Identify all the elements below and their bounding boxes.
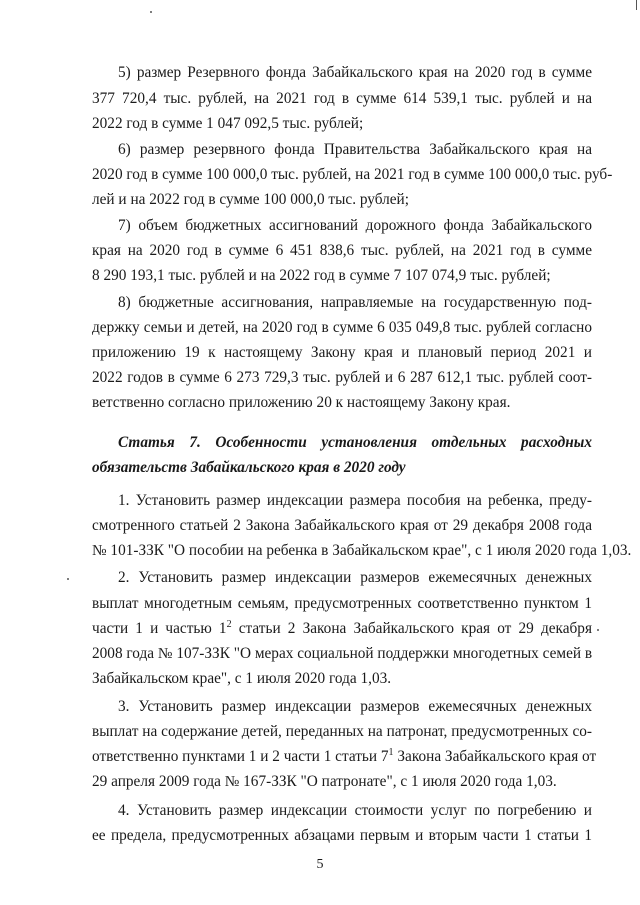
item-6-line-3: лей и на 2022 год в сумме 100 000,0 тыс. рублей; [92, 191, 409, 208]
item-8-line-4: 2022 годов в сумме 6 273 729,3 тыс. рублей и 6 287 612,1 тыс. рублей соот- [92, 369, 592, 386]
scan-edge-mark [636, 0, 637, 10]
item-5-line-2: 377 720,4 тыс. рублей, на 2021 год в сумме 614 539,1 тыс. рублей и на [92, 90, 592, 107]
article-title-line-2: обязательств Забайкальского края в 2020 году [92, 459, 406, 476]
scan-speck [597, 629, 599, 631]
point-3-line-3-part-b: Закона Забайкальского края от [393, 748, 597, 765]
point-2-line-5: Забайкальском крае", с 1 июля 2020 года 1,03. [92, 670, 392, 687]
point-3-line-3 [92, 747, 597, 767]
item-8-line-3: приложению 19 к настоящему Закону края и плановый период 2021 и [92, 344, 592, 361]
item-8-line-1: 8) бюджетные ассигнования, направляемые на государственную под- [118, 294, 592, 311]
item-6-line-2: 2020 год в сумме 100 000,0 тыс. рублей, на 2021 год в сумме 100 000,0 тыс. руб- [92, 166, 613, 183]
superscript-1: 1 [388, 747, 394, 758]
point-3-line-2: выплат на содержание детей, переданных на патронат, предусмотренных со- [92, 723, 592, 740]
point-3-line-3-part-a: ответственно пунктами 1 и 2 части 1 статьи 7 [92, 748, 389, 765]
point-1-line-1: 1. Установить размер индексации размера пособия на ребенка, преду- [118, 492, 592, 509]
item-5-line-3: 2022 год в сумме 1 047 092,5 тыс. рублей; [92, 115, 364, 132]
point-2-line-3 [92, 619, 592, 639]
point-1-line-3: № 101-ЗЗК "О пособии на ребенка в Забайкальском крае", с 1 июля 2020 года 1,03. [92, 542, 632, 559]
point-1-line-2: смотренного статьей 2 Закона Забайкальского края от 29 декабря 2008 года [92, 517, 592, 534]
scan-speck [67, 578, 69, 580]
item-6-line-1: 6) размер резервного фонда Правительства Забайкальского края на [118, 141, 592, 158]
item-8-line-5: ветственно согласно приложению 20 к настоящему Закону края. [92, 394, 511, 411]
article-title-line-1: Статья 7. Особенности установления отдельных расходных [118, 434, 592, 451]
item-7-line-1: 7) объем бюджетных ассигнований дорожного фонда Забайкальского [118, 217, 592, 234]
scan-speck [150, 11, 152, 13]
point-2-line-4: 2008 года № 107-ЗЗК "О мерах социальной поддержки многодетных семей в [92, 645, 593, 662]
point-3-line-1: 3. Установить размер индексации размеров ежемесячных денежных [118, 698, 592, 715]
superscript-2: 2 [226, 619, 232, 630]
item-8-line-2: держку семьи и детей, на 2020 год в сумме 6 035 049,8 тыс. рублей согласно [92, 319, 592, 336]
item-7-line-3: 8 290 193,1 тыс. рублей и на 2022 год в сумме 7 107 074,9 тыс. рублей; [92, 267, 551, 284]
page-number: 5 [316, 857, 324, 872]
point-4-line-2: ее предела, предусмотренных абзацами первым и вторым части 1 статьи 1 [92, 827, 592, 844]
item-7-line-2: края на 2020 год в сумме 6 451 838,6 тыс. рублей, на 2021 год в сумме [92, 242, 592, 259]
point-2-line-1: 2. Установить размер индексации размеров ежемесячных денежных [118, 569, 592, 586]
point-3-line-4: 29 апреля 2009 года № 167-ЗЗК "О патронате", с 1 июля 2020 года 1,03. [92, 773, 557, 790]
item-5-line-1: 5) размер Резервного фонда Забайкальского края на 2020 год в сумме [118, 64, 592, 81]
point-4-line-1: 4. Установить размер индексации стоимости услуг по погребению и [118, 802, 592, 819]
point-2-line-3-part-b: статьи 2 Закона Забайкальского края от 29 декабря [231, 620, 592, 637]
point-2-line-2: выплат многодетным семьям, предусмотренных соответственно пунктом 1 [92, 595, 592, 612]
point-2-line-3-part-a: части 1 и частью 1 [92, 620, 227, 637]
